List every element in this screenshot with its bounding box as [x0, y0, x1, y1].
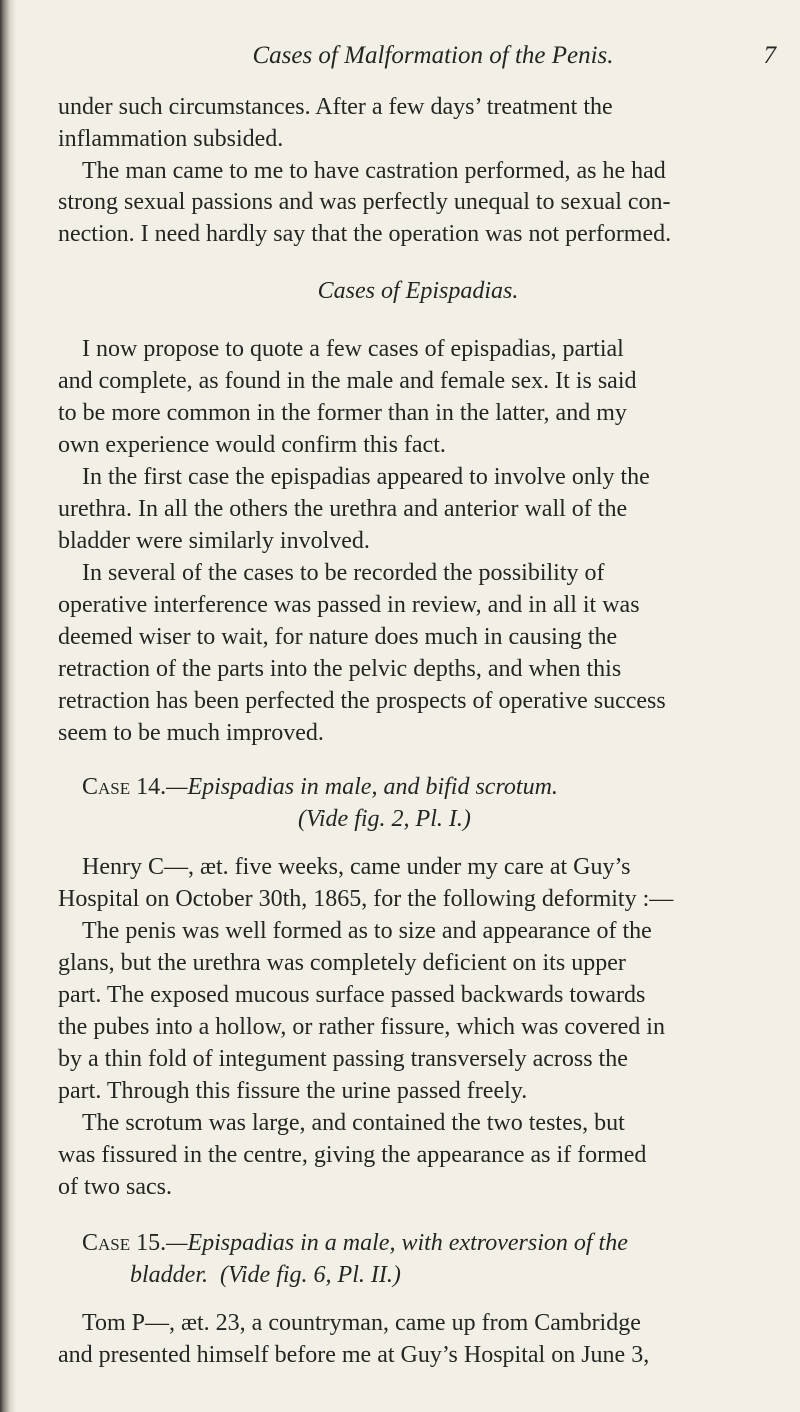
text-line: nection. I need hardly say that the operation was not performed. [58, 221, 672, 247]
text-line: urethra. In all the others the urethra and anterior wall of the [58, 496, 628, 522]
text-line: The scrotum was large, and contained the two testes, but [82, 1110, 625, 1136]
text-line: to be more common in the former than in the latter, and my [58, 400, 627, 426]
text-line: Tom P—, æt. 23, a countryman, came up from Cambridge [82, 1310, 641, 1336]
page-binding-edge [0, 0, 16, 1412]
text-line: and presented himself before me at Guy’s Hospital on June 3, [58, 1342, 650, 1368]
text-line: and complete, as found in the male and female sex. It is said [58, 368, 637, 394]
text-line: The penis was well formed as to size and appearance of the [82, 918, 652, 944]
text-line: of two sacs. [58, 1174, 172, 1200]
case-title-continued: bladder. (Vide fig. 6, Pl. II.) [130, 1262, 401, 1288]
book-page [58, 0, 778, 1412]
text-line: deemed wiser to wait, for nature does much in causing the [58, 624, 618, 650]
figure-reference: (Vide fig. 6, Pl. II.) [220, 1262, 401, 1288]
text-line: Henry C—, æt. five weeks, came under my care at Guy’s [82, 854, 631, 880]
text-line: operative interference was passed in review, and in all it was [58, 592, 640, 618]
running-title: Cases of Malformation of the Penis. [252, 42, 614, 69]
text-line: In the first case the epispadias appeared to involve only the [82, 464, 650, 490]
section-heading: Cases of Epispadias. [317, 278, 519, 304]
text-line: glans, but the urethra was completely deficient on its upper [58, 950, 626, 976]
case-label: Case 15. [82, 1230, 167, 1256]
case-heading [82, 772, 800, 804]
page-header [58, 42, 778, 78]
text-line: bladder were similarly involved. [58, 528, 370, 554]
text-line: retraction has been perfected the prospects of operative success [58, 688, 666, 714]
text-line: inflammation subsided. [58, 126, 284, 152]
text-line: The man came to me to have castration performed, as he had [82, 158, 666, 184]
text-line: the pubes into a hollow, or rather fissure, which was covered in [58, 1014, 665, 1040]
text-line: seem to be much improved. [58, 720, 324, 746]
text-line: retraction of the parts into the pelvic depths, and when this [58, 656, 622, 682]
text-line: under such circumstances. After a few days’ treatment the [58, 94, 613, 120]
text-line: Hospital on October 30th, 1865, for the following deformity :— [58, 886, 674, 912]
text-line: In several of the cases to be recorded the possibility of [82, 560, 605, 586]
case-heading [82, 1228, 800, 1260]
text-line: part. The exposed mucous surface passed backwards towards [58, 982, 646, 1008]
text-line: was fissured in the centre, giving the appearance as if formed [58, 1142, 647, 1168]
case-label: Case 14. [82, 774, 167, 800]
page-number: 7 [763, 42, 776, 69]
text-line: by a thin fold of integument passing transversely across the [58, 1046, 628, 1072]
text-line: part. Through this fissure the urine passed freely. [58, 1078, 528, 1104]
text-line: own experience would confirm this fact. [58, 432, 446, 458]
case-title: —Epispadias in a male, with extroversion of the [166, 1230, 628, 1256]
case-title: —Epispadias in male, and bifid scrotum. [166, 774, 558, 800]
figure-reference: (Vide fig. 2, Pl. I.) [298, 806, 471, 832]
text-line: strong sexual passions and was perfectly unequal to sexual con- [58, 189, 671, 215]
text-line: I now propose to quote a few cases of epispadias, partial [82, 336, 624, 362]
